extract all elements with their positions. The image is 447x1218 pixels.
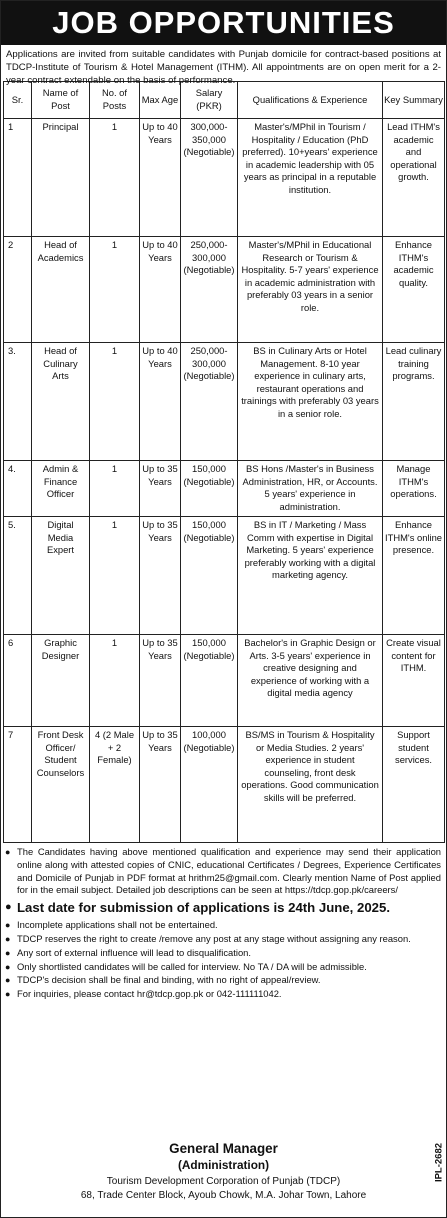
note-text: Last date for submission of applications is 24th June, 2025.: [17, 900, 391, 916]
notes-list: [1, 843, 446, 1001]
table-header-row: [4, 82, 445, 119]
cell-qualification: BS in IT / Marketing / Mass Comm with expertise in Digital Marketing. 5 years' experience preferably working with a digital marketing agency.: [238, 517, 383, 635]
cell-sr: 6: [4, 635, 32, 727]
organization-address: 68, Trade Center Block, Ayoub Chowk, M.A. Johar Town, Lahore: [80, 1190, 367, 1201]
cell-age: Up to 35 Years: [140, 517, 181, 635]
bullet-icon: ●: [5, 947, 11, 958]
bullet-icon: ●: [5, 847, 11, 857]
list-item: [5, 846, 441, 897]
note-text: Any sort of external influence will lead to disqualification.: [17, 946, 251, 958]
note-text: TDCP reserves the right to create /remove any post at any stage without assigning any reason.: [17, 932, 411, 944]
column-header-salary: Salary (PKR): [181, 82, 238, 119]
column-header-sr: Sr.: [4, 82, 32, 119]
cell-summary: Manage ITHM's operations.: [383, 461, 445, 517]
cell-salary: 150,000 (Negotiable): [181, 517, 238, 635]
note-text: Only shortlisted candidates will be called for interview. No TA / DA will be admissible.: [17, 960, 367, 972]
intro-paragraph: Applications are invited from suitable candidates with Punjab domicile for contract-based positions at TDCP-Institute of Tourism & Hotel Management (ITHM). All appointments are on open merit for a 2-year contract extendable on the basis of performance.: [6, 49, 441, 86]
deadline-notice: [5, 899, 441, 916]
cell-post: Head of Culinary Arts: [32, 343, 90, 461]
cell-salary: 250,000-300,000 (Negotiable): [181, 343, 238, 461]
list-item: [5, 933, 441, 946]
cell-post: Principal: [32, 119, 90, 237]
table-row: [4, 237, 445, 343]
bullet-icon: ●: [5, 989, 11, 1000]
table-row: [4, 343, 445, 461]
cell-posts: 1: [90, 237, 140, 343]
reference-code-text: IPL-2682: [433, 1142, 445, 1183]
list-item: [5, 988, 441, 1001]
cell-posts: 1: [90, 119, 140, 237]
cell-posts: 1: [90, 461, 140, 517]
cell-summary: Create visual content for ITHM.: [383, 635, 445, 727]
bullet-icon: ●: [5, 975, 11, 986]
note-text: TDCP's decision shall be final and binding, with no right of appeal/review.: [17, 974, 321, 986]
cell-qualification: BS in Culinary Arts or Hotel Management. 8-10 year experience in culinary arts, restaurant operations and trainings with preferably 03 years in a senior role.: [238, 343, 383, 461]
table-row: [4, 727, 445, 843]
note-text: The Candidates having above mentioned qualification and experience may send their application online along with attested copies of CNIC, educational Certificates / Degrees, Experience Certificates and Domicile of Punjab in PDF format at hrithm25@gmail.com. Clearly mention Name of Post applied for in the email subject. Detailed job descriptions can be seen at https://tdcp.gop.pk/careers/: [17, 846, 441, 896]
cell-salary: 250,000-300,000 (Negotiable): [181, 237, 238, 343]
list-item: [5, 974, 441, 987]
cell-sr: 7: [4, 727, 32, 843]
cell-summary: Enhance ITHM's academic quality.: [383, 237, 445, 343]
cell-posts: 1: [90, 343, 140, 461]
cell-posts: 1: [90, 635, 140, 727]
cell-age: Up to 40 Years: [140, 237, 181, 343]
cell-sr: 5.: [4, 517, 32, 635]
cell-posts: 4 (2 Male + 2 Female): [90, 727, 140, 843]
column-header-age: Max Age: [140, 82, 181, 119]
note-text: For inquiries, please contact hr@tdcp.gop.pk or 042-111111042.: [17, 988, 282, 1000]
jobs-table: [3, 81, 445, 843]
list-item: [5, 961, 441, 974]
signature-block: [1, 1138, 446, 1217]
cell-age: Up to 40 Years: [140, 343, 181, 461]
list-item: [5, 919, 441, 932]
cell-post: Head of Academics: [32, 237, 90, 343]
cell-summary: Lead culinary training programs.: [383, 343, 445, 461]
cell-salary: 100,000 (Negotiable): [181, 727, 238, 843]
cell-summary: Enhance ITHM's online presence.: [383, 517, 445, 635]
cell-sr: 2: [4, 237, 32, 343]
bullet-icon: ●: [5, 901, 12, 914]
table-row: [4, 119, 445, 237]
cell-age: Up to 35 Years: [140, 461, 181, 517]
cell-qualification: Master's/MPhil in Educational Research or Tourism & Hospitality. 5-7 years' experience in academic administration with preferably 03 years in a senior role.: [238, 237, 383, 343]
cell-post: Front Desk Officer/ Student Counselors: [32, 727, 90, 843]
table-row: [4, 461, 445, 517]
cell-qualification: Master's/MPhil in Tourism / Hospitality / Education (PhD preferred). 10+years' experience in academic leadership with 05 years as principal in a reputable institution.: [238, 119, 383, 237]
cell-qualification: Bachelor's in Graphic Design or Arts. 3-5 years' experience in creative designing and experience of working with a digital media agency: [238, 635, 383, 727]
signatory-title: General Manager: [169, 1141, 278, 1156]
cell-post: Admin & Finance Officer: [32, 461, 90, 517]
reference-code: [432, 1113, 446, 1217]
cell-qualification: BS/MS in Tourism & Hospitality or Media Studies. 2 years' experience in student counseling, front desk operations. Good communication skills will be preferred.: [238, 727, 383, 843]
organization-name: Tourism Development Corporation of Punjab (TDCP): [106, 1176, 341, 1187]
page-title: JOB OPPORTUNITIES: [1, 1, 446, 45]
list-item: [5, 947, 441, 960]
column-header-post: Name of Post: [32, 82, 90, 119]
cell-age: Up to 35 Years: [140, 635, 181, 727]
cell-salary: 150,000 (Negotiable): [181, 635, 238, 727]
cell-salary: 150,000 (Negotiable): [181, 461, 238, 517]
cell-qualification: BS Hons /Master's in Business Administration, HR, or Accounts. 5 years' experience in administration.: [238, 461, 383, 517]
bullet-icon: ●: [5, 961, 11, 972]
cell-posts: 1: [90, 517, 140, 635]
cell-sr: 1: [4, 119, 32, 237]
table-row: [4, 635, 445, 727]
cell-post: Graphic Designer: [32, 635, 90, 727]
column-header-qualification: Qualifications & Experience: [238, 82, 383, 119]
cell-post: Digital Media Expert: [32, 517, 90, 635]
column-header-summary: Key Summary: [383, 82, 445, 119]
cell-age: Up to 35 Years: [140, 727, 181, 843]
column-header-posts: No. of Posts: [90, 82, 140, 119]
bullet-icon: ●: [5, 920, 11, 931]
cell-sr: 3.: [4, 343, 32, 461]
bullet-icon: ●: [5, 933, 11, 944]
signatory-department: (Administration): [177, 1158, 270, 1172]
table-row: [4, 517, 445, 635]
cell-salary: 300,000-350,000 (Negotiable): [181, 119, 238, 237]
cell-summary: Lead ITHM's academic and operational growth.: [383, 119, 445, 237]
note-text: Incomplete applications shall not be entertained.: [17, 919, 218, 931]
cell-summary: Support student services.: [383, 727, 445, 843]
cell-age: Up to 40 Years: [140, 119, 181, 237]
cell-sr: 4.: [4, 461, 32, 517]
